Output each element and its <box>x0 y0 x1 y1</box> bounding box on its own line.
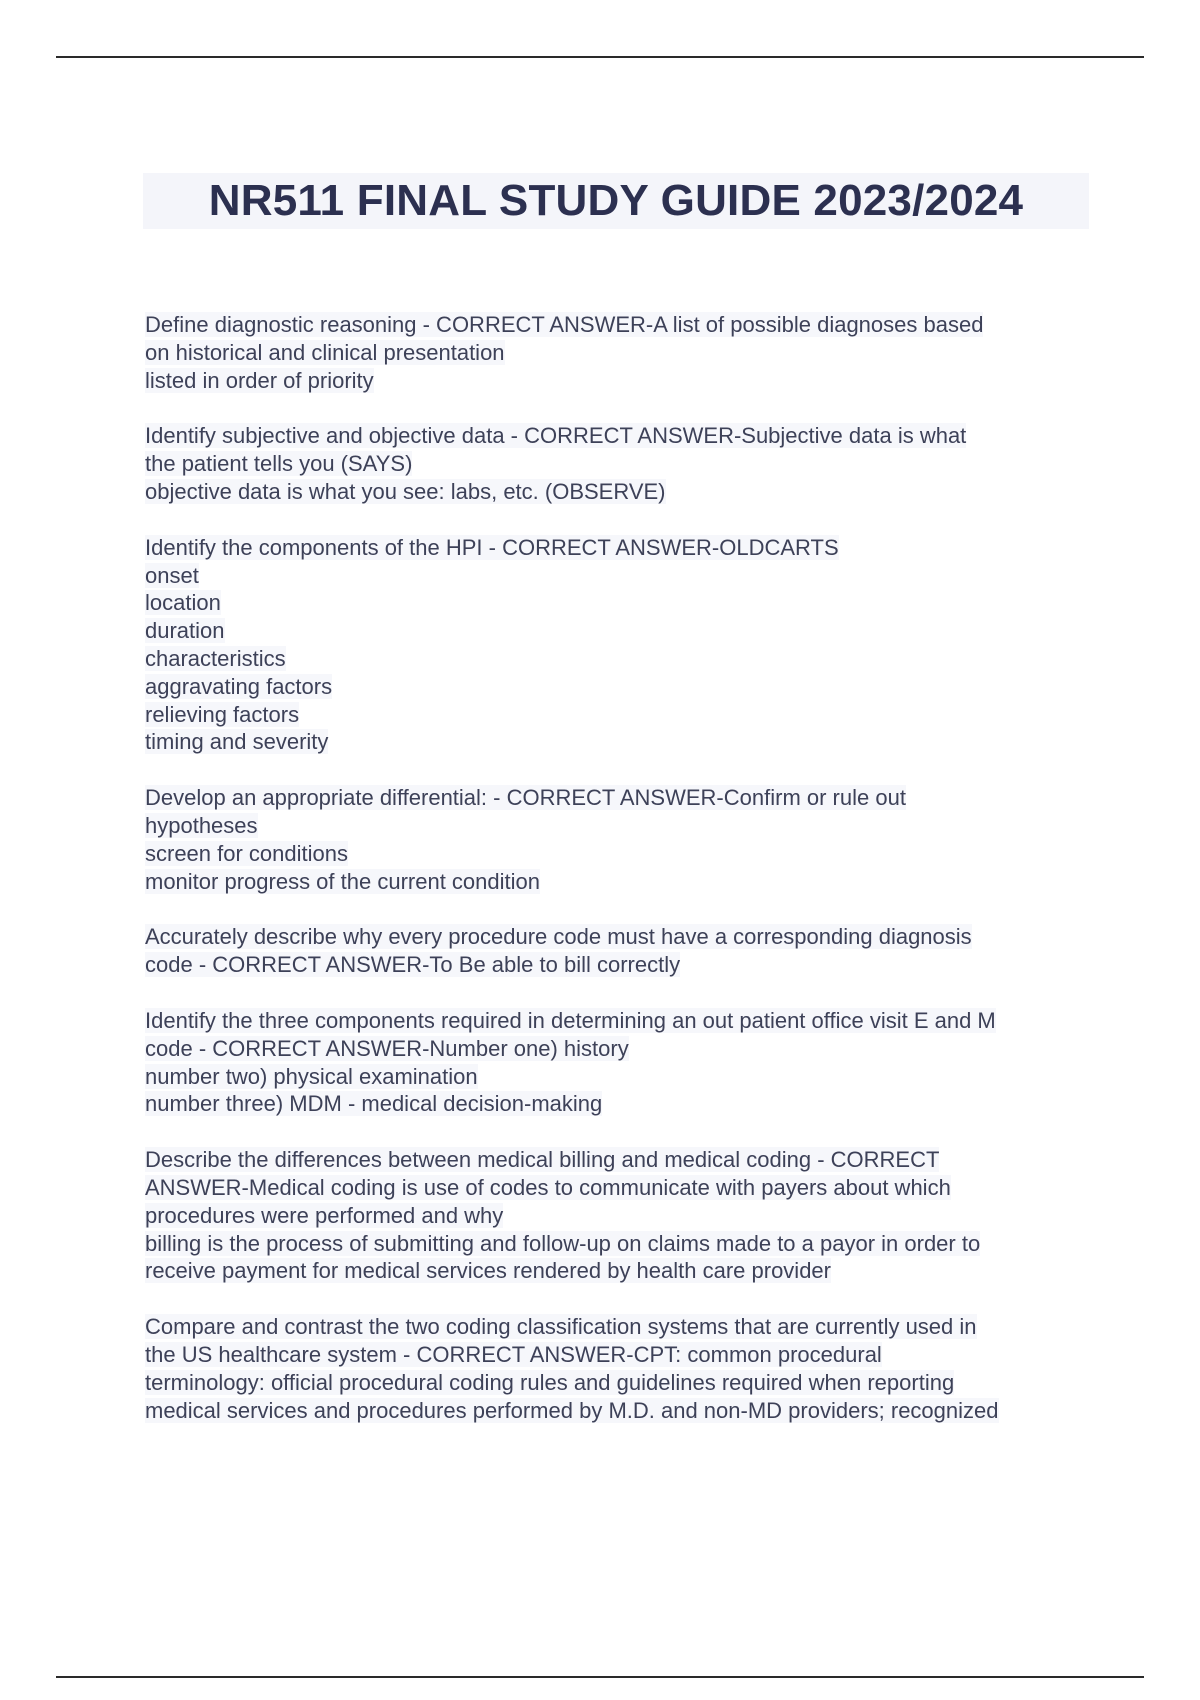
qa-line-text: Define diagnostic reasoning - CORRECT ANSWER-A list of possible diagnoses based <box>145 312 984 337</box>
qa-line-text: aggravating factors <box>145 673 333 699</box>
bottom-rule <box>56 1676 1144 1678</box>
qa-line-text: hypotheses <box>145 812 258 838</box>
qa-line-text: Compare and contrast the two coding classification systems that are currently used in <box>145 1314 977 1340</box>
qa-line <box>145 1313 1085 1341</box>
qa-line-text: characteristics <box>145 645 286 671</box>
qa-line <box>145 367 1085 395</box>
qa-line-text: Describe the differences between medical billing and medical coding - CORRECT <box>145 1147 940 1173</box>
qa-entry <box>145 784 1085 895</box>
qa-entry <box>145 1007 1085 1118</box>
qa-line <box>145 1257 1085 1285</box>
qa-line <box>145 923 1085 951</box>
qa-line-text: ANSWER-Medical coding is use of codes to communicate with payers about which <box>145 1174 951 1200</box>
qa-line <box>145 1146 1085 1174</box>
qa-line <box>145 339 1085 367</box>
qa-line <box>145 1063 1085 1091</box>
qa-line-text: code - CORRECT ANSWER-To Be able to bill correctly <box>145 952 681 978</box>
qa-line <box>145 1397 1085 1425</box>
title-banner <box>143 173 1089 229</box>
qa-line-text: onset <box>145 562 199 588</box>
qa-line-text: objective data is what you see: labs, etc. (OBSERVE) <box>145 478 666 504</box>
qa-line-text: location <box>145 590 221 616</box>
qa-line-text: screen for conditions <box>145 840 348 866</box>
qa-line-text: duration <box>145 618 225 644</box>
qa-line <box>145 1035 1085 1063</box>
qa-line <box>145 1174 1085 1202</box>
qa-list <box>145 311 1085 1452</box>
qa-line <box>145 534 1085 562</box>
qa-line <box>145 673 1085 701</box>
document-title: NR511 FINAL STUDY GUIDE 2023/2024 <box>208 176 1024 225</box>
qa-entry <box>145 923 1085 979</box>
qa-line-text: receive payment for medical services rendered by health care provider <box>145 1258 831 1284</box>
qa-line <box>145 478 1085 506</box>
qa-line-text: terminology: official procedural coding rules and guidelines required when reporting <box>145 1369 955 1395</box>
qa-line <box>145 1090 1085 1118</box>
qa-line-text: procedures were performed and why <box>145 1202 504 1228</box>
qa-line-text: timing and severity <box>145 729 329 755</box>
qa-line-text: listed in order of priority <box>145 367 374 393</box>
qa-line <box>145 1369 1085 1397</box>
qa-line <box>145 1007 1085 1035</box>
qa-line-text: monitor progress of the current condition <box>145 868 540 894</box>
qa-line <box>145 1202 1085 1230</box>
qa-line-text: relieving factors <box>145 701 300 727</box>
qa-line-text: medical services and procedures performed by M.D. and non-MD providers; recognized <box>145 1397 999 1423</box>
qa-line <box>145 589 1085 617</box>
qa-line-text: number two) physical examination <box>145 1063 478 1089</box>
qa-line <box>145 645 1085 673</box>
qa-line <box>145 1230 1085 1258</box>
qa-line <box>145 311 1085 339</box>
qa-line <box>145 784 1085 812</box>
qa-entry <box>145 422 1085 505</box>
qa-line-text: Identify the three components required in determining an out patient office visit E and M <box>145 1007 996 1033</box>
qa-line-text: on historical and clinical presentation <box>145 339 505 365</box>
qa-entry <box>145 1146 1085 1285</box>
qa-line <box>145 840 1085 868</box>
qa-line-text: Develop an appropriate differential: - CORRECT ANSWER-Confirm or rule out <box>145 785 906 811</box>
qa-line-text: the patient tells you (SAYS) <box>145 451 413 477</box>
qa-line <box>145 617 1085 645</box>
qa-line <box>145 1341 1085 1369</box>
qa-line <box>145 701 1085 729</box>
qa-line-text: Identify subjective and objective data - CORRECT ANSWER-Subjective data is what <box>145 423 967 449</box>
qa-entry <box>145 1313 1085 1424</box>
qa-line <box>145 562 1085 590</box>
top-rule <box>56 56 1144 58</box>
qa-entry <box>145 534 1085 756</box>
qa-line <box>145 868 1085 896</box>
qa-line <box>145 951 1085 979</box>
qa-entry <box>145 311 1085 394</box>
qa-line <box>145 422 1085 450</box>
qa-line-text: code - CORRECT ANSWER-Number one) history <box>145 1035 629 1061</box>
qa-line <box>145 728 1085 756</box>
qa-line-text: the US healthcare system - CORRECT ANSWER-CPT: common procedural <box>145 1341 882 1367</box>
qa-line-text: number three) MDM - medical decision-making <box>145 1091 603 1117</box>
qa-line-text: Identify the components of the HPI - CORRECT ANSWER-OLDCARTS <box>145 534 839 560</box>
qa-line-text: Accurately describe why every procedure code must have a corresponding diagnosis <box>145 924 972 950</box>
qa-line <box>145 450 1085 478</box>
qa-line <box>145 812 1085 840</box>
qa-line-text: billing is the process of submitting and follow-up on claims made to a payor in order to <box>145 1230 981 1256</box>
